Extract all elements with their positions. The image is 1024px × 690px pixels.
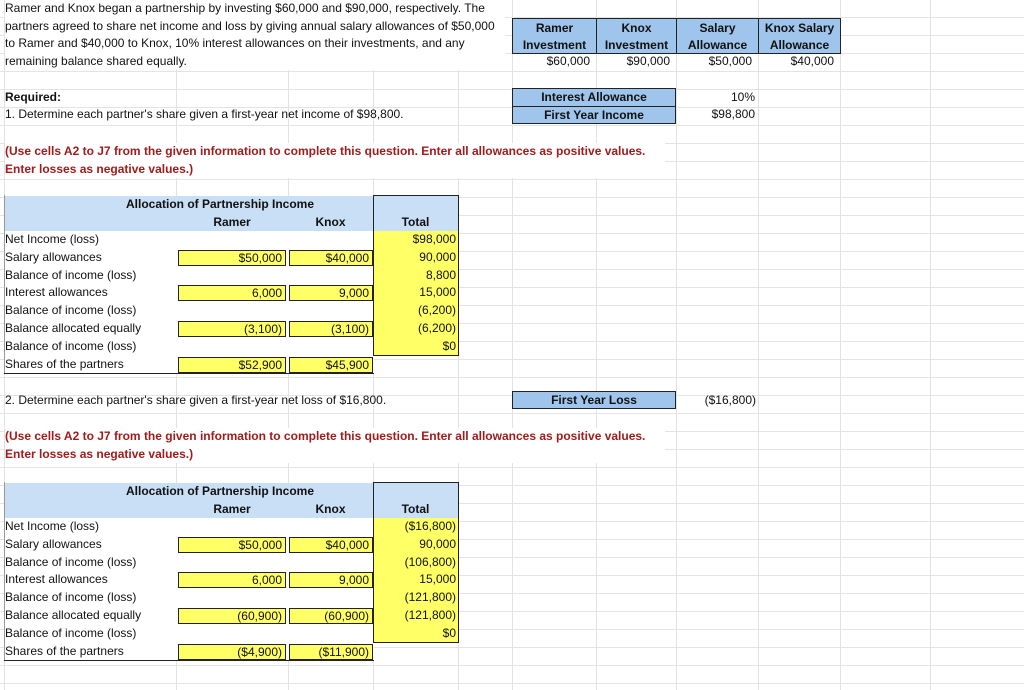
row-label: Interest allowances — [5, 285, 108, 300]
row-label: Balance allocated equally — [5, 608, 142, 622]
question-2: 2. Determine each partner's share given a first-year net loss of $16,800. — [5, 393, 387, 407]
first-year-loss-value[interactable]: ($16,800) — [704, 393, 756, 407]
row-label: Interest allowances — [5, 572, 108, 587]
total-cell[interactable]: (106,800) — [373, 554, 459, 572]
knox-input-cell[interactable]: (60,900) — [289, 608, 373, 624]
ramer-input-cell[interactable]: ($4,900) — [178, 644, 286, 660]
ramer-input-cell[interactable]: 6,000 — [178, 572, 286, 588]
table2-col-total: Total — [401, 502, 430, 516]
table-bottom-border — [4, 660, 374, 661]
row-label: Balance of income (loss) — [5, 267, 137, 282]
given-info-table — [512, 18, 841, 54]
interest-allowance-value[interactable]: 10% — [730, 90, 755, 104]
ramer-input-cell[interactable]: (60,900) — [178, 608, 286, 624]
row-label: Net Income (loss) — [5, 232, 100, 246]
table2-col-ramer: Ramer — [213, 502, 251, 516]
value-knox-investment[interactable]: $90,000 — [626, 54, 670, 68]
header-knox-investment-l1[interactable]: Knox — [597, 19, 677, 37]
knox-input-cell[interactable]: $40,000 — [289, 537, 373, 553]
first-year-income-label[interactable]: First Year Income — [512, 106, 676, 124]
ramer-input-cell[interactable]: $50,000 — [178, 250, 286, 266]
knox-input-cell[interactable]: $40,000 — [289, 250, 373, 266]
knox-input-cell[interactable]: ($11,900) — [289, 644, 373, 660]
interest-allowance-label[interactable]: Interest Allowance — [512, 88, 676, 106]
row-label: Net Income (loss) — [5, 519, 100, 533]
value-knox-salary-allowance[interactable]: $40,000 — [790, 54, 834, 68]
problem-statement: Ramer and Knox began a partnership by investing $60,000 and $90,000, respectively. The partners agreed to share net income and loss by giving annual salary allowances of $50,000 to Ramer and $40,000 to Knox, 10% interest allowances on their investments, and any remaining balance shared equally. — [5, 0, 505, 70]
total-cell[interactable]: 15,000 — [373, 284, 459, 302]
ramer-input-cell[interactable]: $50,000 — [178, 537, 286, 553]
ramer-input-cell[interactable]: (3,100) — [178, 321, 286, 337]
total-cell[interactable]: (121,800) — [373, 589, 459, 607]
table1-col-knox: Knox — [315, 215, 346, 229]
row-label: Salary allowances — [5, 249, 102, 264]
total-cell[interactable]: (6,200) — [373, 320, 459, 338]
knox-input-cell[interactable]: $45,900 — [289, 357, 373, 373]
instruction-2: (Use cells A2 to J7 from the given information to complete this question. Enter all allowances as positive values. Enter losses as negative values.) — [5, 428, 665, 463]
value-salary-allowance[interactable]: $50,000 — [708, 54, 752, 68]
header-knox-investment-l2[interactable]: Investment — [597, 36, 677, 54]
total-cell[interactable]: 90,000 — [373, 249, 459, 267]
first-year-loss-label[interactable]: First Year Loss — [512, 391, 676, 409]
value-ramer-investment[interactable]: $60,000 — [546, 54, 590, 68]
row-label: Balance of income (loss) — [5, 554, 137, 569]
table-left-border — [4, 482, 5, 660]
total-column-border — [373, 195, 459, 356]
total-cell[interactable]: 90,000 — [373, 536, 459, 554]
table1-col-ramer: Ramer — [213, 215, 251, 229]
header-knox-salary-l1[interactable]: Knox Salary — [759, 19, 841, 37]
question-1: 1. Determine each partner's share given a first-year net income of $98,800. — [5, 107, 404, 121]
total-cell[interactable]: $98,000 — [373, 231, 459, 249]
total-cell[interactable]: (6,200) — [373, 302, 459, 320]
ramer-input-cell[interactable]: $52,900 — [178, 357, 286, 373]
instruction-1: (Use cells A2 to J7 from the given information to complete this question. Enter all allowances as positive values. Enter losses as negative values.) — [5, 143, 665, 178]
total-cell[interactable]: (121,800) — [373, 607, 459, 625]
header-knox-salary-l2[interactable]: Allowance — [759, 36, 841, 54]
table-left-border — [4, 195, 5, 373]
row-label: Salary allowances — [5, 536, 102, 551]
table2-title: Allocation of Partnership Income — [126, 484, 315, 498]
header-salary-allowance-l1[interactable]: Salary — [677, 19, 759, 37]
header-ramer-investment-l1[interactable]: Ramer — [513, 19, 597, 37]
total-cell[interactable]: 15,000 — [373, 571, 459, 589]
total-cell[interactable]: ($16,800) — [373, 518, 459, 536]
table2-col-knox: Knox — [315, 502, 346, 516]
row-label: Balance of income (loss) — [5, 590, 137, 605]
knox-input-cell[interactable]: 9,000 — [289, 572, 373, 588]
knox-input-cell[interactable]: 9,000 — [289, 285, 373, 301]
table-bottom-border — [4, 373, 374, 374]
knox-input-cell[interactable]: (3,100) — [289, 321, 373, 337]
row-label: Balance allocated equally — [5, 321, 142, 335]
total-column-border — [373, 482, 459, 643]
table1-title: Allocation of Partnership Income — [126, 197, 315, 211]
row-label: Balance of income (loss) — [5, 625, 137, 640]
total-cell[interactable]: 8,800 — [373, 267, 459, 285]
total-cell[interactable]: $0 — [373, 338, 459, 356]
total-cell[interactable]: $0 — [373, 625, 459, 643]
first-year-income-value[interactable]: $98,800 — [711, 107, 755, 121]
row-label: Balance of income (loss) — [5, 303, 137, 318]
table1-col-total: Total — [401, 215, 430, 229]
ramer-input-cell[interactable]: 6,000 — [178, 285, 286, 301]
row-label: Balance of income (loss) — [5, 338, 137, 353]
row-label: Shares of the partners — [5, 356, 124, 371]
header-salary-allowance-l2[interactable]: Allowance — [677, 36, 759, 54]
row-label: Shares of the partners — [5, 643, 124, 658]
header-ramer-investment-l2[interactable]: Investment — [513, 36, 597, 54]
required-label: Required: — [5, 90, 62, 104]
